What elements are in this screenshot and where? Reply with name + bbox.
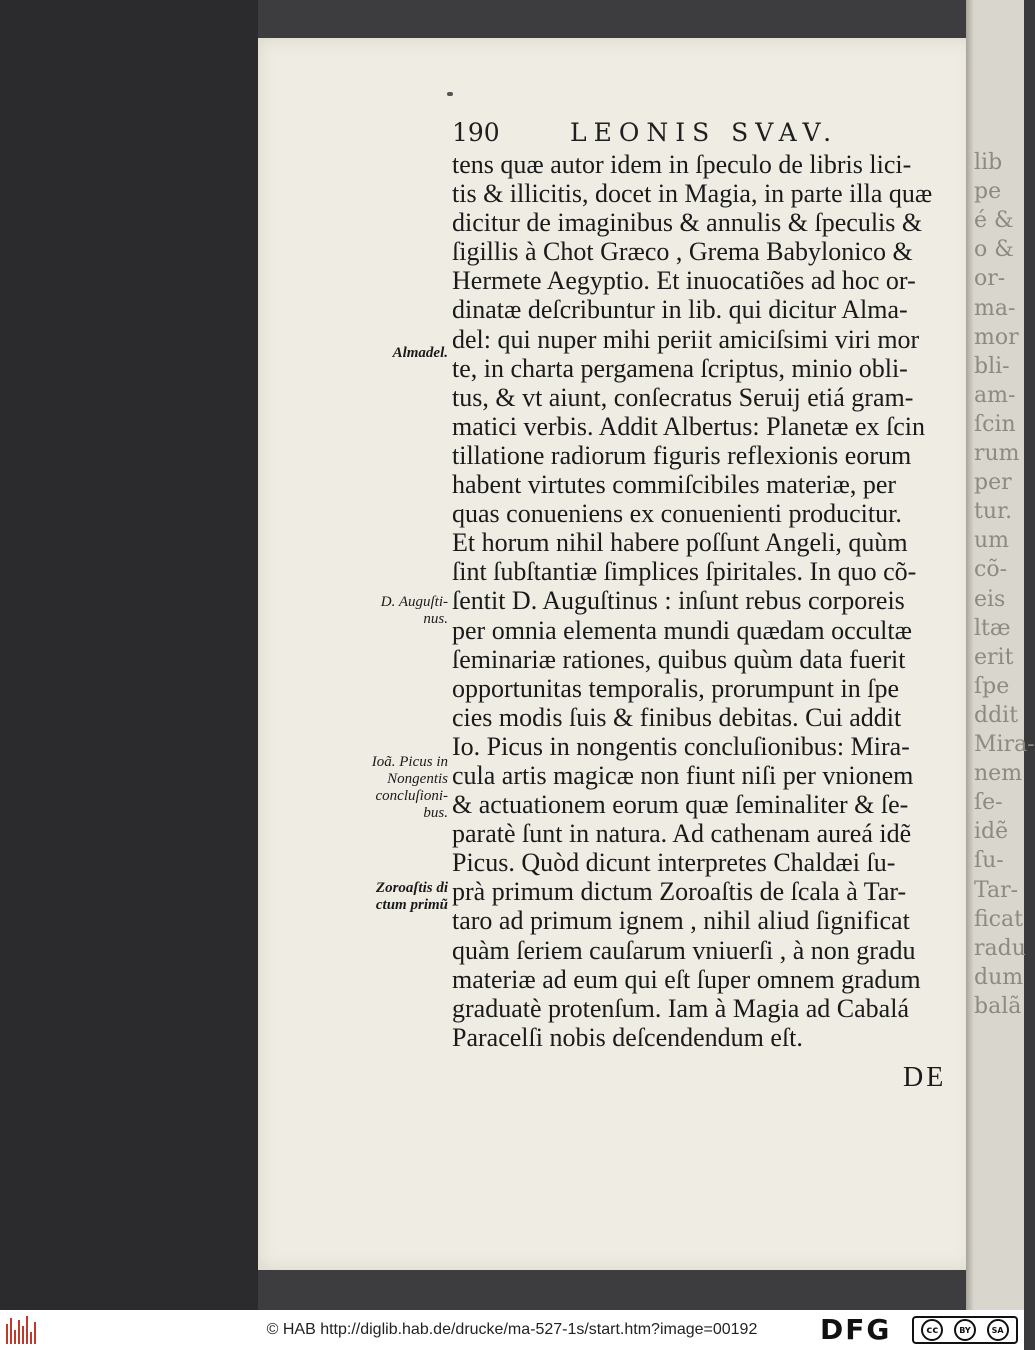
sa-icon [987, 1319, 1009, 1341]
catchword: DE [903, 1062, 947, 1093]
viewer-footer [0, 1310, 1024, 1350]
facing-page-fragment: radu [974, 935, 1026, 961]
text-line: & actuationem eorum quæ ſeminaliter & ſe- [452, 790, 909, 820]
text-line: tens quæ autor idem in ſpeculo de libris lici- [452, 150, 912, 179]
facing-page-fragment: dum [974, 964, 1024, 990]
sa-label: SA [991, 1325, 1004, 1335]
text-line: quas conueniens ex conuenienti producitur. [452, 499, 902, 529]
facing-page-fragment: é & [974, 208, 1014, 234]
text-line: dinatæ deſcribuntur in lib. qui dicitur Alma- [452, 295, 908, 325]
facing-page-fragment: am- [974, 382, 1016, 408]
scan-background [0, 0, 258, 1310]
facing-page-fragment: ſcin [974, 411, 1016, 437]
facing-page-fragment: lib [974, 150, 1003, 175]
text-line: habent virtutes commiſcibiles materiæ, per [452, 470, 897, 500]
facing-page-fragment: Tar- [974, 877, 1019, 903]
facing-page-fragment: ſe- [974, 790, 1003, 816]
marginal-note-augustinus: D. Auguſti- nus. [380, 594, 448, 627]
cc-icon: cc [921, 1319, 943, 1341]
facing-page-fragment: nem [974, 761, 1023, 787]
facing-page-fragment: ddit [974, 702, 1019, 728]
marginal-note-picus: Ioã. Picus in Nongentis concluſioni- bus. [371, 754, 448, 821]
text-line: ſentit D. Auguſtinus : inſunt rebus corporeis [452, 586, 905, 616]
facing-page-fragment: or- [974, 266, 1006, 292]
facing-page-fragment: ſpe [974, 673, 1010, 699]
text-line: del: qui nuper mihi periit amiciſsimi viri mor [452, 324, 920, 354]
text-line: per omnia elementa mundi quædam occultæ [452, 615, 912, 645]
text-line: materiæ ad eum qui eſt ſuper omnem gradum [452, 964, 921, 994]
facing-page-fragment: balã [974, 993, 1022, 1019]
facing-page-gutter [966, 0, 974, 1310]
text-line: ſint ſubſtantiæ ſimplices ſpiritales. In quo cõ- [452, 557, 917, 587]
text-line: tillatione radiorum figuris reflexionis eorum [452, 440, 912, 470]
text-line: Picus. Quòd dicunt interpretes Chaldæi ſu- [452, 848, 896, 878]
text-line: te, in charta pergamena ſcriptus, minio obli- [452, 353, 908, 383]
page-number: 190 [452, 118, 500, 147]
text-line: dicitur de imaginibus & annulis & ſpeculis & [452, 208, 923, 238]
facing-page-fragment: um [974, 528, 1010, 554]
text-line: quàm ſeriem cauſarum vniuerſi , à non gradu [452, 935, 916, 965]
text-line: Paracelſi nobis deſcendendum eſt. [452, 1022, 803, 1052]
facing-page-edge [966, 0, 1035, 1310]
facing-page-fragment: rum [974, 441, 1020, 466]
text-line: matici verbis. Addit Albertus: Planetæ ex ſcin [452, 411, 925, 441]
facing-page-fragment: per [974, 470, 1012, 496]
facing-page-fragment: mor [974, 324, 1019, 350]
text-line: prà primum dictum Zoroaſtis de ſcala à Tar- [452, 877, 907, 907]
text-line: ſigillis à Chot Græco , Grema Babylonico & [452, 237, 913, 267]
facing-page-fragment: tur. [974, 499, 1013, 525]
dfg-logo[interactable]: DFG [820, 1313, 892, 1346]
facing-page-fragment: ficat [974, 906, 1023, 932]
text-line: Et horum nihil habere poſſunt Angeli, quùm [452, 528, 908, 558]
text-line: taro ad primum ignem , nihil aliud ſignificat [452, 906, 910, 936]
text-line: tis & illicitis, docet in Magia, in parte illa quæ [452, 179, 933, 209]
cc-license-badge[interactable] [912, 1316, 1018, 1344]
text-line: Hermete Aegyptio. Et inuocatiões ad hoc or- [452, 266, 916, 296]
facing-page-fragment: o & [974, 237, 1014, 263]
running-head [452, 118, 892, 154]
marginal-note-zoroastis: Zoroaſtis di ctum primũ [375, 880, 448, 913]
facing-page-fragment: pe [974, 179, 1002, 205]
facing-page-fragment: ma- [974, 295, 1016, 321]
text-line: Io. Picus in nongentis concluſionibus: Mira- [452, 731, 910, 761]
facing-page-fragment: idẽ [974, 819, 1009, 845]
facing-page-fragment: Mira- [974, 732, 1035, 757]
facing-page-fragment: erit [974, 644, 1014, 670]
facing-page-fragment: ſu- [974, 848, 1004, 874]
text-line: graduatè protenſum. Iam à Magia ad Cabalá [452, 993, 909, 1023]
by-icon [954, 1319, 976, 1341]
by-label: BY [959, 1325, 971, 1335]
copyright-link[interactable]: © HAB http://diglib.hab.de/drucke/ma-527-1s/start.htm?image=00192 [266, 1321, 758, 1338]
text-line: ſeminariæ rationes, quibus quùm data fuerit [452, 644, 906, 674]
text-line: cula artis magicæ non fiunt niſi per vnionem [452, 760, 914, 790]
facing-page-fragment: eis [974, 586, 1006, 612]
text-line: opportunitas temporalis, prorumpunt in ſpe [452, 673, 899, 703]
marginal-note-almadel: Almadel. [392, 345, 448, 361]
text-line: paratè ſunt in natura. Ad cathenam aureá idẽ [452, 819, 912, 849]
text-line: tus, & vt aiunt, conſecratus Seruij etiá gram- [452, 382, 914, 412]
body-text [452, 150, 952, 1052]
text-line: cies modis ſuis & finibus debitas. Cui addit [452, 702, 902, 732]
facing-page-fragment: ltæ [974, 615, 1011, 641]
ink-mark [447, 92, 453, 96]
running-title: LEONIS SVAV. [570, 118, 839, 147]
facing-page-fragment: cõ- [974, 557, 1007, 583]
facing-page-fragment: bli- [974, 353, 1010, 379]
